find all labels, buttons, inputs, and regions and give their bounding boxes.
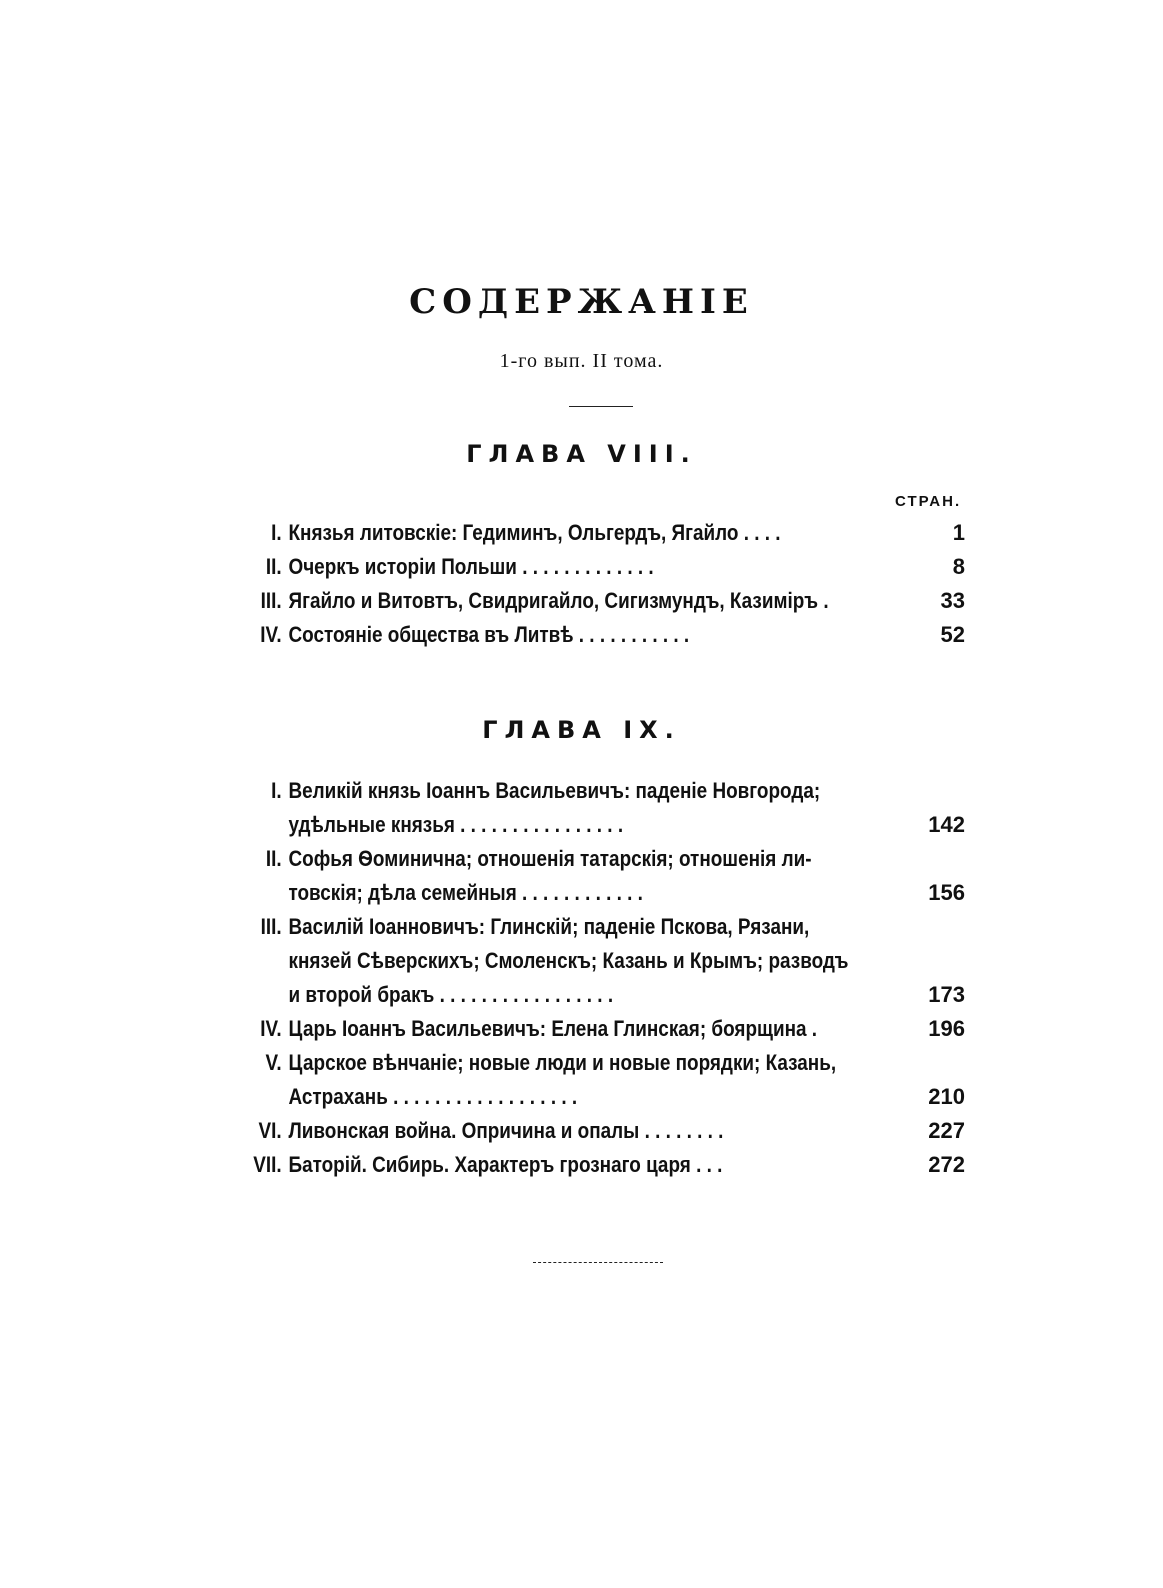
toc-entry-number: V. [265,1050,282,1075]
toc-entry-line [230,550,892,584]
toc-entry-text: Софья Ѳоминична; отношенія татарскія; отношенія ли- [288,846,812,871]
toc-entry-page: 272 [928,1152,965,1177]
toc-entry-number: II. [265,554,282,579]
toc-entry-text: князей Сѣверскихъ; Смоленскъ; Казань и Крымъ; разводъ [288,948,849,973]
toc-entry-line [230,944,892,978]
toc-entry-text: Царь Іоаннъ Васильевичъ: Елена Глинская; боярщина . [288,1016,818,1041]
toc-entry [230,910,965,1012]
toc-entry [230,1046,965,1114]
toc-entry-line [230,516,892,550]
toc-entry-page: 196 [928,1016,965,1041]
toc-entry-line [230,1046,892,1080]
chapter-heading-9: ГЛАВА IX. [482,716,681,744]
toc-entry [230,584,965,618]
toc-entry-page: 173 [928,982,965,1007]
toc-entry-line [230,876,892,910]
divider-bottom [533,1262,663,1263]
toc-entry-number: I. [271,520,282,545]
toc-entry-text: Состояніе общества въ Литвѣ . . . . . . . . . . . [288,622,690,647]
toc-entry-text: Ягайло и Витовтъ, Свидригайло, Сигизмундъ, Казиміръ . [288,588,829,613]
toc-entry-page: 52 [940,622,965,647]
toc-entry-page: 33 [940,588,965,613]
toc-entry-text: Василій Іоанновичъ: Глинскій; паденіе Пскова, Рязани, [288,914,810,939]
page-title: СОДЕРЖАНІЕ [409,282,754,322]
toc-chapter-9 [230,774,965,1182]
toc-entry-line [230,774,892,808]
toc-entry-number: II. [265,846,282,871]
toc-entry-text: Астрахань . . . . . . . . . . . . . . . . . . [288,1084,578,1109]
toc-entry-line [230,842,892,876]
toc-entry-text: Ливонская война. Опричина и опалы . . . . . . . . [288,1118,724,1143]
toc-entry-number: VI. [258,1118,282,1143]
toc-entry-text: и второй бракъ . . . . . . . . . . . . . . . . . [288,982,614,1007]
toc-entry-text: Баторій. Сибирь. Характеръ грознаго царя . . . [288,1152,723,1177]
divider-top [569,406,633,407]
toc-entry-line [230,808,892,842]
page-subtitle: 1-го вып. II тома. [499,350,664,372]
toc-entry [230,1012,965,1046]
toc-chapter-8 [230,516,965,652]
toc-entry [230,774,965,842]
toc-entry-number: III. [260,914,282,939]
toc-entry [230,1114,965,1148]
toc-entry-text: Очеркъ исторіи Польши . . . . . . . . . . . . . [288,554,654,579]
toc-entry-number: IV. [260,622,282,647]
toc-entry-text: товскія; дѣла семейныя . . . . . . . . . . . . [288,880,643,905]
toc-entry-page: 1 [952,520,965,545]
toc-entry [230,1148,965,1182]
toc-entry-line [230,1080,892,1114]
toc-entry-page: 142 [928,812,965,837]
toc-entry-page: 210 [928,1084,965,1109]
toc-entry-text: Князья литовскіе: Гедиминъ, Ольгердъ, Ягайло . . . . [288,520,781,545]
toc-entry [230,618,965,652]
toc-entry-line [230,1012,892,1046]
toc-entry-page: 156 [928,880,965,905]
page-column-header: СТРАН. [895,493,962,510]
toc-entry-text: Великій князь Іоаннъ Васильевичъ: паденіе Новгорода; [288,778,821,803]
toc-entry-line [230,1114,892,1148]
chapter-heading-8: ГЛАВА VIII. [466,440,697,468]
toc-entry-text: Царское вѣнчаніе; новые люди и новые порядки; Казань, [288,1050,837,1075]
toc-entry-text: удѣльные князья . . . . . . . . . . . . . . . . [288,812,624,837]
toc-entry-number: III. [260,588,282,613]
toc-entry-line [230,618,892,652]
toc-entry-number: IV. [260,1016,282,1041]
toc-entry-page: 8 [952,554,965,579]
toc-entry-number: I. [271,778,282,803]
toc-entry-page: 227 [928,1118,965,1143]
toc-entry [230,550,965,584]
toc-entry-line [230,1148,892,1182]
toc-entry [230,842,965,910]
toc-entry-number: VII. [253,1152,282,1177]
toc-entry [230,516,965,550]
toc-entry-line [230,978,892,1012]
toc-entry-line [230,910,892,944]
toc-entry-line [230,584,892,618]
